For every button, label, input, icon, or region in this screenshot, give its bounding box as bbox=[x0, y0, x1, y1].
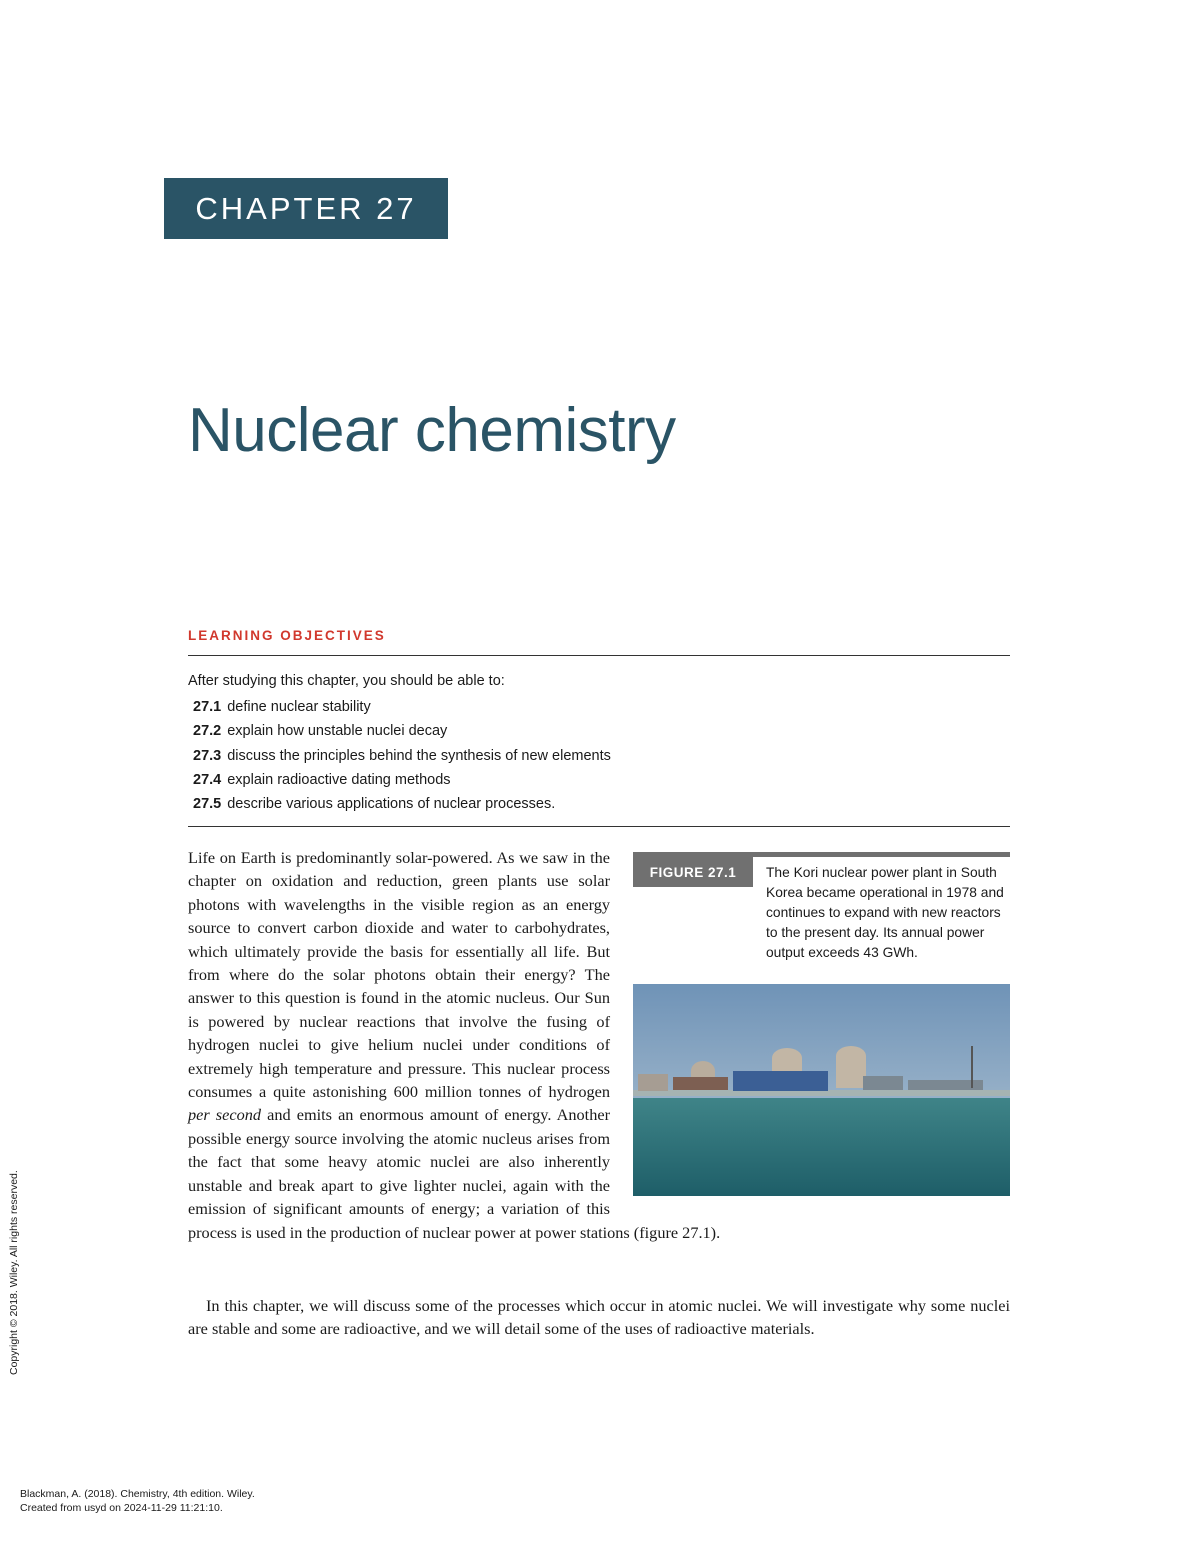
citation bbox=[20, 1488, 255, 1515]
objective-text: explain radioactive dating methods bbox=[227, 771, 451, 788]
chapter-title: Nuclear chemistry bbox=[188, 396, 676, 465]
objective-number: 27.5 bbox=[193, 796, 222, 813]
body-text-part-2: and emits an enormous amount of energy. Another possible energy source involving the atomic nucleus arises from the fact that some heavy atomic nuclei are also inherently unstable and break apart to give lighter nuclei, again with the emission of significant amounts of energy; a variation of this process is used in the production of nuclear power at power stations (figure 27.1). bbox=[188, 1105, 721, 1242]
objectives-bottom-divider bbox=[188, 826, 1010, 827]
body-paragraph-2: In this chapter, we will discuss some of the processes which occur in atomic nuclei. We will investigate why some nuclei are stable and some are radioactive, and we will detail some of the uses of radioactive materials. bbox=[188, 1296, 1010, 1339]
objective-text: explain how unstable nuclei decay bbox=[227, 723, 448, 740]
objective-item bbox=[193, 770, 611, 794]
objectives-top-divider bbox=[188, 655, 1010, 656]
objective-item bbox=[193, 721, 611, 745]
objective-item bbox=[193, 746, 611, 770]
copyright-notice: Copyright © 2018. Wiley. All rights reserved. bbox=[8, 1170, 20, 1375]
citation-line-1: Blackman, A. (2018). Chemistry, 4th edition. Wiley. bbox=[20, 1488, 255, 1500]
learning-objectives-heading: LEARNING OBJECTIVES bbox=[188, 628, 386, 643]
objective-number: 27.1 bbox=[193, 699, 222, 715]
learning-objectives-intro: After studying this chapter, you should be able to: bbox=[188, 673, 505, 689]
objective-text: discuss the principles behind the synthesis of new elements bbox=[227, 747, 611, 764]
chapter-label-box bbox=[164, 178, 448, 239]
body-text-part-1: Life on Earth is predominantly solar-powered. As we saw in the chapter on oxidation and reduction, green plants use solar photons with wavelengths in the visible region as an energy source to convert carbon dioxide and water to carbohydrates, which ultimately provide the basis for essentially all life. But from where do the solar photons obtain their energy? The answer to this question is found in the atomic nucleus. Our Sun is powered by nuclear reactions that involve the fusing of hydrogen nuclei to give helium nuclei under conditions of extremely high temperature and pressure. This nuclear process consumes a quite astonishing 600 million tonnes of hydrogen bbox=[188, 848, 610, 1102]
figure-caption: The Kori nuclear power plant in South Korea became operational in 1978 and continues to expand with new reactors to the present day. Its annual power output exceeds 43 GWh. bbox=[766, 865, 1004, 960]
figure-label: FIGURE 27.1 bbox=[633, 857, 753, 887]
body-emphasis: per second bbox=[188, 1105, 262, 1125]
citation-line-2: Created from usyd on 2024-11-29 11:21:10. bbox=[20, 1501, 223, 1514]
objective-text: describe various applications of nuclear processes. bbox=[227, 796, 556, 813]
objective-item bbox=[193, 697, 611, 721]
chapter-label: CHAPTER 27 bbox=[195, 190, 417, 226]
objective-number: 27.3 bbox=[193, 747, 222, 764]
objective-item bbox=[193, 794, 611, 818]
objective-text: define nuclear stability bbox=[227, 699, 371, 715]
power-plant-photo bbox=[633, 984, 1010, 1196]
learning-objectives-list bbox=[193, 697, 611, 818]
objective-number: 27.2 bbox=[193, 723, 222, 740]
objective-number: 27.4 bbox=[193, 771, 222, 788]
